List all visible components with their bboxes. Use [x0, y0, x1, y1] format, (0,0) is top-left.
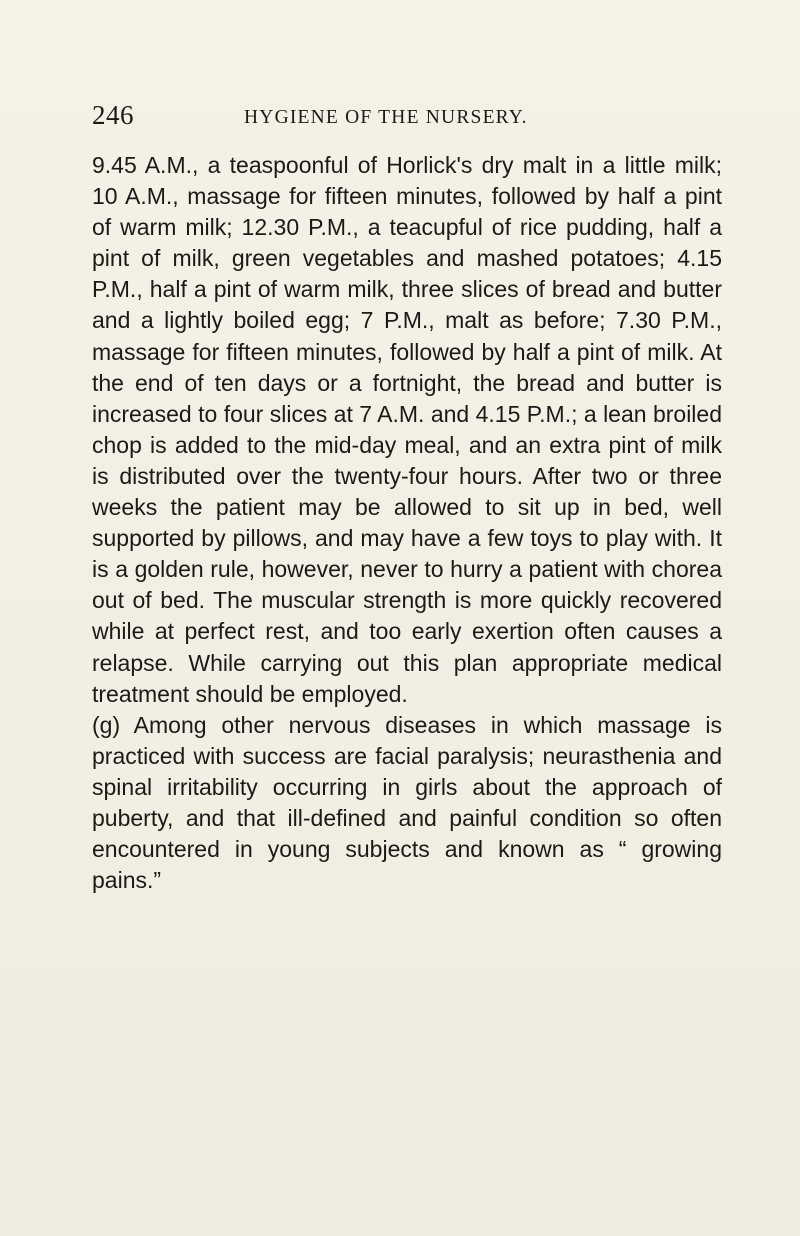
page-header — [92, 100, 722, 134]
page-number: 246 — [92, 100, 134, 130]
paragraph-nervous-diseases: (g) Among other nervous diseases in which massage is practiced with success are facial paralysis; neurasthenia and spinal irritability occurring in girls about the approach of puberty, and that ill-defined and painful condition so often encountered in young subjects and known as “ growing pains.” — [92, 711, 722, 894]
running-head: HYGIENE OF THE NURSERY. — [244, 107, 528, 128]
paragraph-diet-schedule: 9.45 A.M., a teaspoonful of Horlick's dry malt in a little milk; 10 A.M., massage for fifteen minutes, followed by half a pint of warm milk; 12.30 P.M., a teacupful of rice pudding, half a pint of milk, green vegetables and mashed potatoes; 4.15 P.M., half a pint of warm milk, three slices of bread and butter and a lightly boiled egg; 7 P.M., malt as before; 7.30 P.M., massage for fifteen minutes, followed by half a pint of milk. At the end of ten days or a fortnight, the bread and butter is increased to four slices at 7 A.M. and 4.15 P.M.; a lean broiled chop is added to the mid-day meal, and an extra pint of milk is distributed over the twenty-four hours. After two or three weeks the patient may be allowed to sit up in bed, well supported by pillows, and may have a few toys to play with. It is a golden rule, however, never to hurry a patient with chorea out of bed. The muscular strength is more quickly recovered while at perfect rest, and too early exertion often causes a relapse. While carrying out this plan appropriate medical treatment should be employed. — [92, 152, 722, 707]
body-text — [92, 150, 722, 896]
